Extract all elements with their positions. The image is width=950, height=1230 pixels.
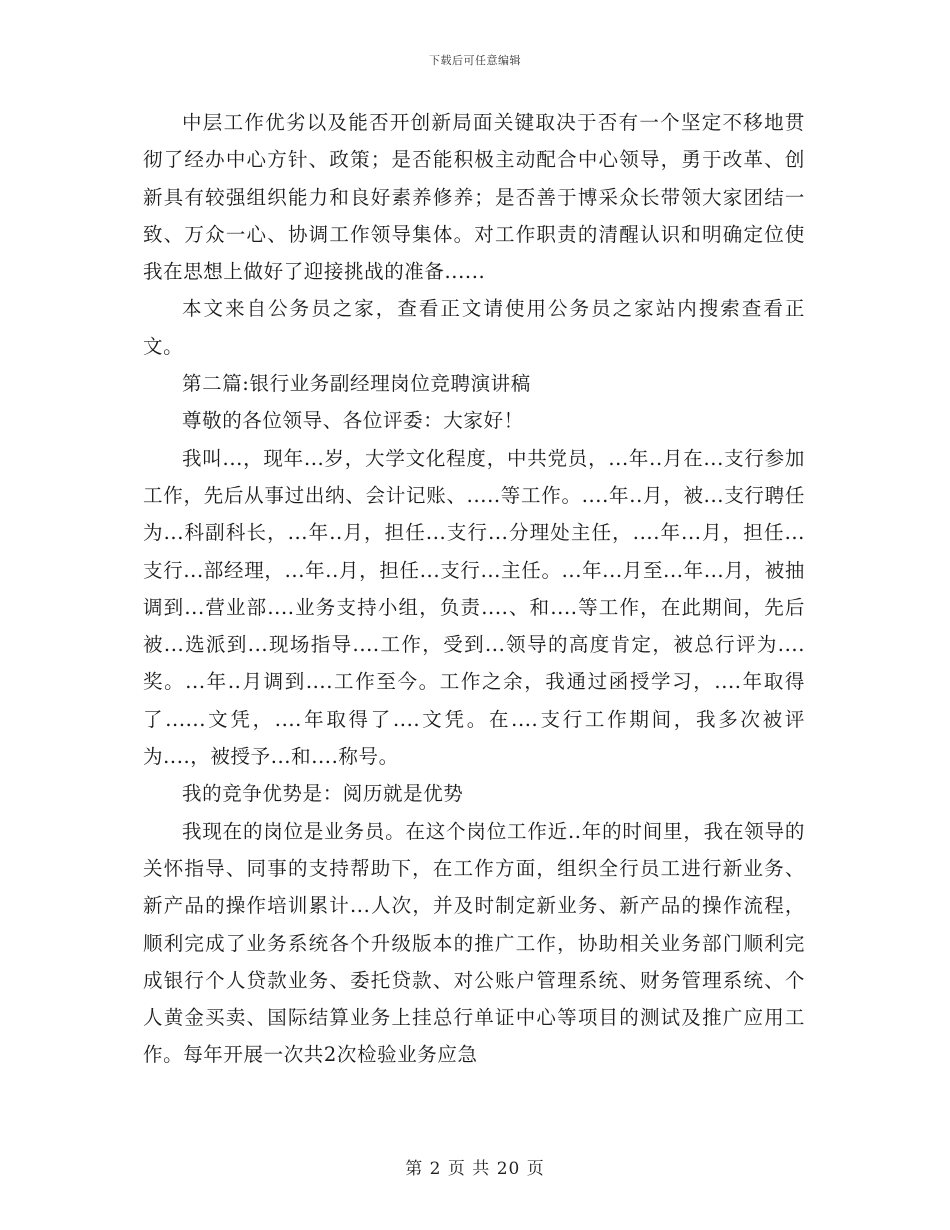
paragraph-source-note: 本文来自公务员之家，查看正文请使用公务员之家站内搜索查看正文。 — [143, 297, 805, 358]
page-number: 2 — [429, 1159, 442, 1179]
paragraph-greeting: 尊敬的各位领导、各位评委：大家好！ — [182, 409, 524, 433]
page-header: 下载后可任意编辑 — [429, 54, 521, 67]
paragraph-intro: 中层工作优劣以及能否开创新局面关键取决于否有一个坚定不移地贯彻了经办中心方针、政策；是否能积极主动配合中心领导，勇于改革、创新具有较强组织能力和良好素养修养；是否善于博采众长带领大家团结一致、万众一心、协调工作领导集体。对工作职责的清醒认识和明确定位使我在思想上做好了迎接挑战的准备...... — [143, 111, 805, 284]
footer-middle: 页 共 — [447, 1159, 491, 1179]
page-footer — [0, 1154, 950, 1179]
page-total: 20 — [496, 1159, 521, 1179]
paragraph-self-introduction: 我叫...，现年...岁，大学文化程度，中共党员，...年..月在...支行参加工作，先后从事过出纳、会计记账、.....等工作。....年..月，被...支行聘任为...科副科长，...年..月，担任...支行...分理处主任，....年...月，担任...支行...部经理，...年..月，担任...支行...主任。...年...月至...年...月，被抽调到...营业部....业务支持小组，负责....、和....等工作，在此期间，先后被...选派到...现场指导....工作，受到...领导的高度肯定，被总行评为....奖。...年..月调到....工作至今。工作之余，我通过函授学习，....年取得了......文凭，....年取得了....文凭。在....支行工作期间，我多次被评为....，被授予...和....称号。 — [143, 446, 805, 769]
footer-suffix: 页 — [526, 1159, 545, 1179]
section-heading: 第二篇:银行业务副经理岗位竞聘演讲稿 — [182, 372, 531, 396]
footer-prefix: 第 — [405, 1159, 424, 1179]
paragraph-current-position: 我现在的岗位是业务员。在这个岗位工作近..年的时间里，我在领导的关怀指导、同事的支持帮助下，在工作方面，组织全行员工进行新业务、新产品的操作培训累计...人次，并及时制定新业务、新产品的操作流程，顺利完成了业务系统各个升级版本的推广工作，协助相关业务部门顺利完成银行个人贷款业务、委托贷款、对公账户管理系统、财务管理系统、个人黄金买卖、国际结算业务上挂总行单证中心等项目的测试及推广应用工作。每年开展一次共2次检验业务应急 — [143, 819, 805, 1067]
paragraph-advantage-heading: 我的竞争优势是：阅历就是优势 — [182, 782, 464, 806]
document-body — [143, 104, 805, 1074]
